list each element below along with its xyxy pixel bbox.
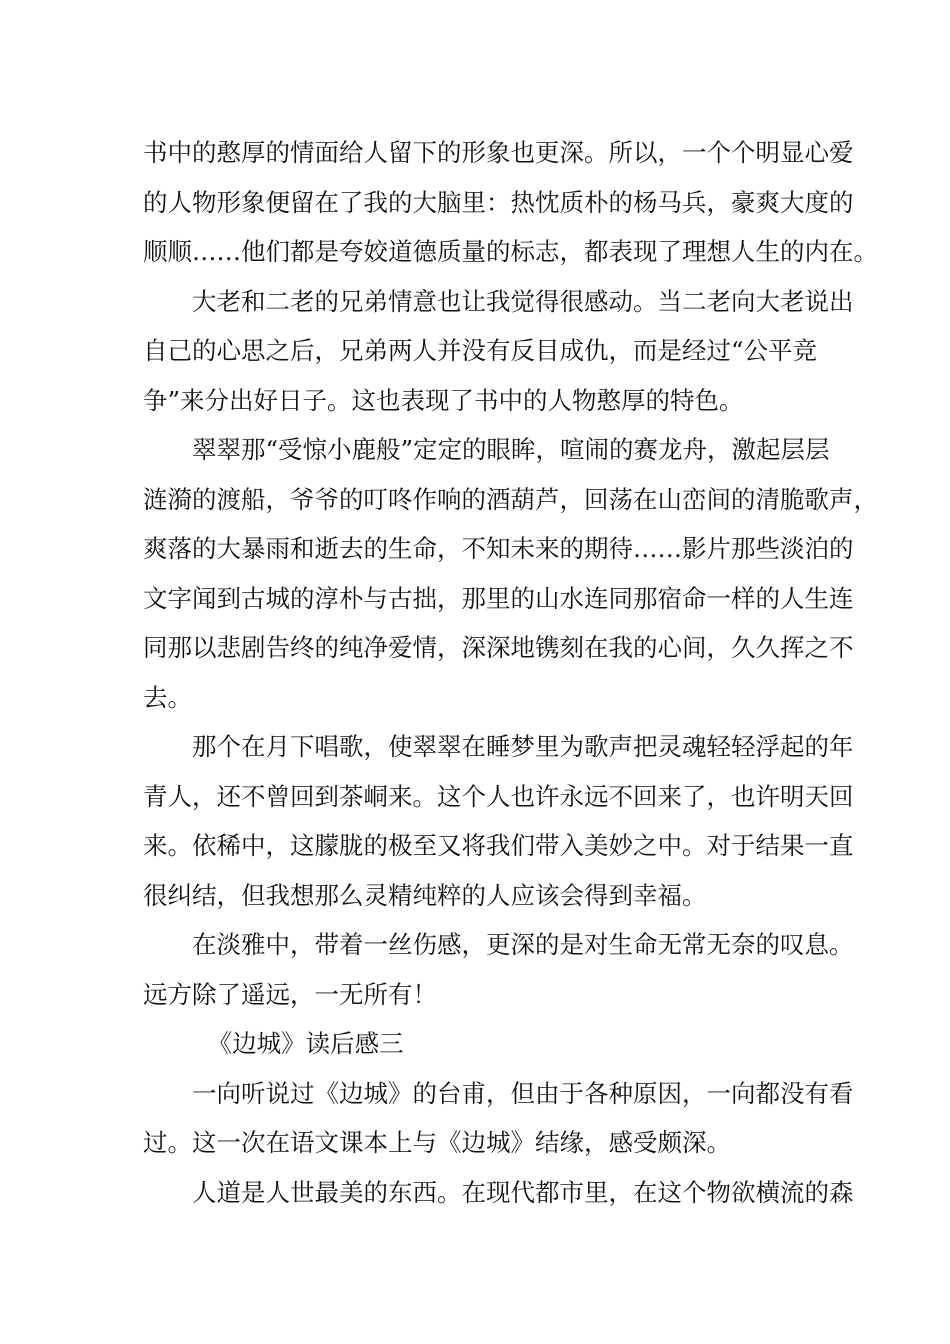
text-line: 爽落的大暴雨和逝去的生命，不知未来的期待……影片那些淡泊的 (143, 534, 854, 563)
text-line: 同那以悲剧告终的纯净爱情，深深地镌刻在我的心间，久久挥之不 (143, 633, 854, 662)
paragraph (143, 1168, 854, 1218)
paragraph (143, 1069, 854, 1168)
text-line: 大老和二老的兄弟情意也让我觉得很感动。当二老向大老说出 (192, 286, 854, 316)
text-line: 青人，还不曾回到茶峒来。这个人也许永远不回来了，也许明天回 (143, 781, 854, 811)
heading-text: 《边城》读后感三 (192, 1029, 404, 1058)
paragraph (143, 425, 878, 722)
text-line: 顺顺……他们都是夸姣道德质量的标志，都表现了理想人生的内在。 (143, 237, 878, 266)
paragraph (143, 128, 878, 277)
text-line: 的人物形象便留在了我的大脑里：热忱质朴的杨马兵，豪爽大度的 (143, 187, 854, 217)
text-line: 书中的憨厚的情面给人留下的形象也更深。所以，一个个明显心爱 (143, 138, 854, 167)
text-line: 那个在月下唱歌，使翠翠在睡梦里为歌声把灵魂轻轻浮起的年 (192, 732, 854, 761)
document-page (143, 128, 878, 1217)
text-line: 争”来分出好日子。这也表现了书中的人物憨厚的特色。 (143, 385, 744, 415)
text-line: 文字闻到古城的淳朴与古拙，那里的山水连同那宿命一样的人生连 (143, 583, 854, 613)
text-line: 远方除了遥远，一无所有！ (143, 979, 437, 1009)
paragraph (143, 722, 854, 920)
text-line: 过。这一次在语文课本上与《边城》结缘，感受颇深。 (143, 1128, 731, 1157)
text-line: 很纠结，但我想那么灵精纯粹的人应该会得到幸福。 (143, 880, 707, 910)
text-line: 去。 (143, 682, 192, 712)
text-line: 在淡雅中，带着一丝伤感，更深的是对生命无常无奈的叹息。 (192, 930, 854, 959)
text-line: 涟漪的渡船，爷爷的叮咚作响的酒葫芦，回荡在山峦间的清脆歌声， (143, 484, 878, 514)
text-line: 人道是人世最美的东西。在现代都市里，在这个物欲横流的森 (192, 1177, 854, 1207)
paragraph (143, 920, 854, 1019)
text-line: 一向听说过《边城》的台甫，但由于各种原因，一向都没有看 (192, 1078, 854, 1108)
paragraph (143, 277, 854, 426)
text-line: 翠翠那“受惊小鹿般”定定的眼眸，喧闹的赛龙舟，激起层层 (192, 435, 830, 464)
section-heading (143, 1019, 823, 1069)
text-line: 自己的心思之后，兄弟两人并没有反目成仇，而是经过“公平竞 (143, 336, 818, 365)
text-line: 来。依稀中，这朦胧的极至又将我们带入美妙之中。对于结果一直 (143, 831, 854, 860)
